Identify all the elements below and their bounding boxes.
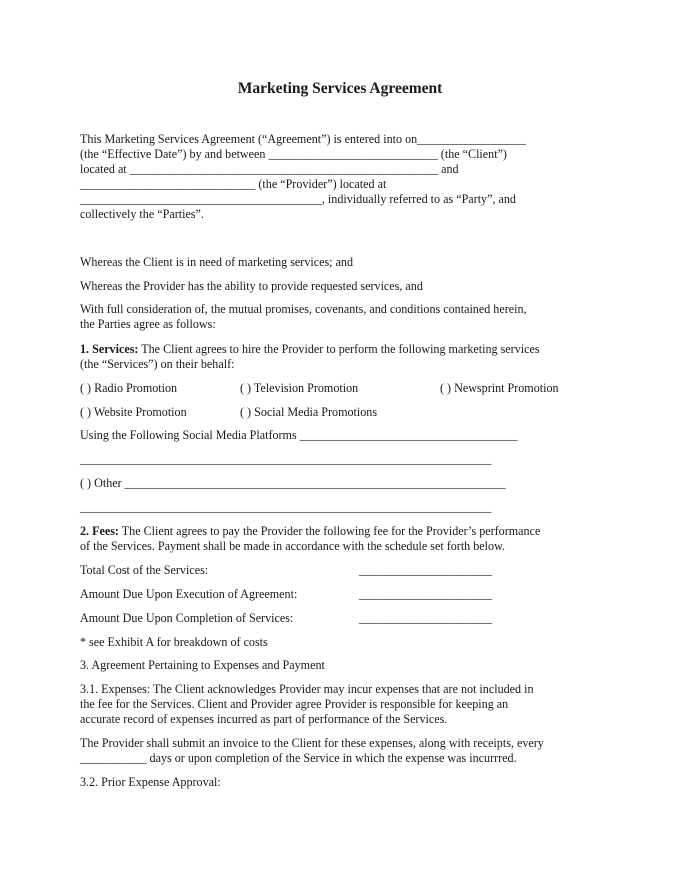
prior-approval-heading: 3.2. Prior Expense Approval: xyxy=(80,775,221,789)
intro-line: located at ___________________________________________________ and xyxy=(80,162,459,176)
consideration-line: the Parties agree as follows: xyxy=(80,317,216,331)
services-line: (the “Services”) on their behalf: xyxy=(80,357,235,371)
invoice-line: ___________ days or upon completion of the Service in which the expense was incurrred. xyxy=(80,751,517,765)
fees-text: The Client agrees to pay the Provider the following fee for the Provider’s performance xyxy=(118,524,541,538)
fee-total-blank[interactable]: ______________________ xyxy=(359,563,493,577)
expenses-line: the fee for the Services. Client and Provider agree Provider is responsible for keeping an xyxy=(80,697,509,711)
fee-completion-label: Amount Due Upon Completion of Services: xyxy=(80,611,294,625)
consideration-line: With full consideration of, the mutual promises, covenants, and conditions contained herein, xyxy=(80,302,527,316)
document-title: Marketing Services Agreement xyxy=(237,80,443,97)
option-other[interactable]: ( ) Other _______________________________________________________________ xyxy=(80,476,506,490)
platforms-line: Using the Following Social Media Platforms ____________________________________ xyxy=(80,428,518,442)
option-website[interactable]: ( ) Website Promotion xyxy=(80,405,187,419)
intro-line: (the “Effective Date”) by and between ____________________________ (the “Client”) xyxy=(80,147,507,161)
fee-execution-blank[interactable]: ______________________ xyxy=(359,587,493,601)
expenses-line: 3.1. Expenses: The Client acknowledges Provider may incur expenses that are not included in xyxy=(80,682,534,696)
fee-total-label: Total Cost of the Services: xyxy=(80,563,209,577)
expenses-line: accurate record of expenses incurred as part of performance of the Services. xyxy=(80,712,448,726)
intro-line: ________________________________________, individually referred to as “Party”, and xyxy=(80,192,516,206)
blank-line: ____________________________________________________________________ xyxy=(80,452,492,466)
invoice-line: The Provider shall submit an invoice to the Client for these expenses, along with receipts, every xyxy=(80,736,544,750)
expenses-heading: 3. Agreement Pertaining to Expenses and Payment xyxy=(80,658,325,672)
intro-line: _____________________________ (the “Provider”) located at xyxy=(80,177,387,191)
services-clause xyxy=(80,342,540,357)
services-text: The Client agrees to hire the Provider to perform the following marketing services xyxy=(138,342,540,356)
whereas-client: Whereas the Client is in need of marketing services; and xyxy=(80,255,354,269)
fee-execution-label: Amount Due Upon Execution of Agreement: xyxy=(80,587,298,601)
exhibit-note: * see Exhibit A for breakdown of costs xyxy=(80,635,268,649)
option-social-media[interactable]: ( ) Social Media Promotions xyxy=(240,405,378,419)
option-television[interactable]: ( ) Television Promotion xyxy=(240,381,359,395)
fees-heading: 2. Fees: xyxy=(80,524,119,538)
blank-line: ____________________________________________________________________ xyxy=(80,500,492,514)
option-newsprint[interactable]: ( ) Newsprint Promotion xyxy=(440,381,559,395)
fees-clause xyxy=(80,524,540,539)
services-heading: 1. Services: xyxy=(80,342,139,356)
fee-completion-blank[interactable]: ______________________ xyxy=(359,611,493,625)
intro-line: collectively the “Parties”. xyxy=(80,207,204,221)
intro-line: This Marketing Services Agreement (“Agreement”) is entered into on__________________ xyxy=(80,132,527,146)
option-radio[interactable]: ( ) Radio Promotion xyxy=(80,381,178,395)
fees-line: of the Services. Payment shall be made in accordance with the schedule set forth below. xyxy=(80,539,506,553)
whereas-provider: Whereas the Provider has the ability to provide requested services, and xyxy=(80,279,423,293)
